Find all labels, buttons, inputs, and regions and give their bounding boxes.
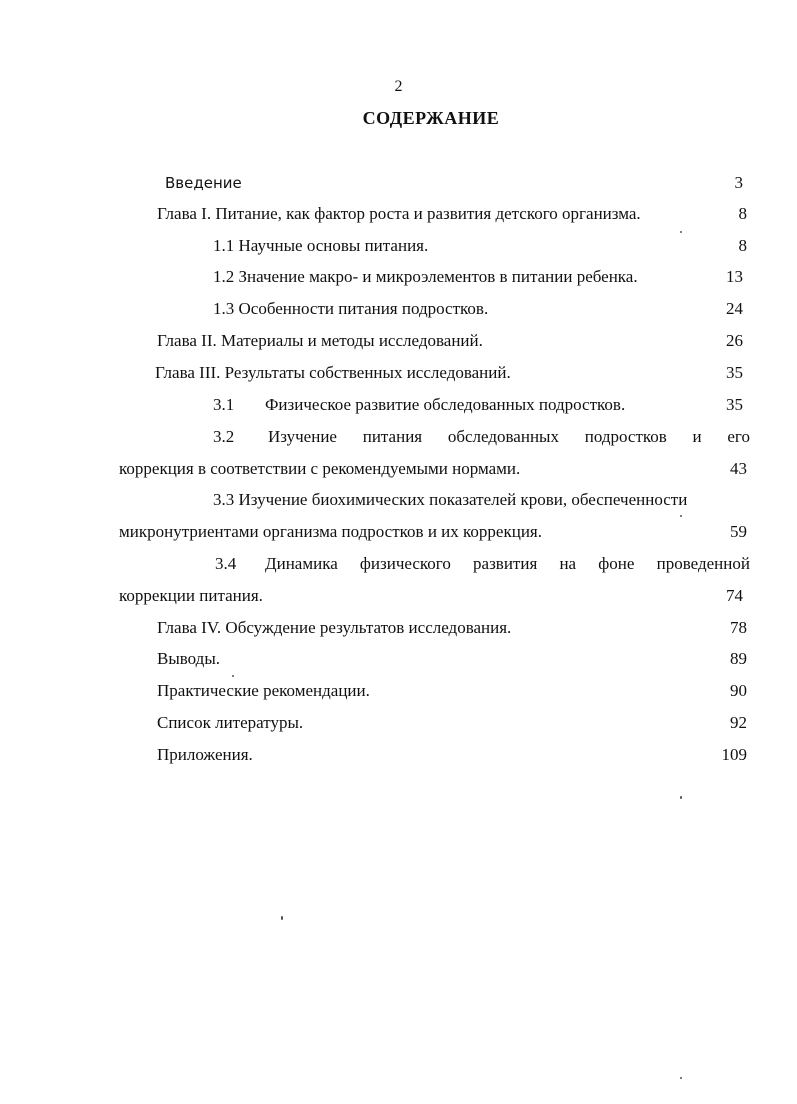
page-title: СОДЕРЖАНИЕ [362,108,500,128]
toc-section-3-3-line2: микронутриентами организма подростков и их коррекция. [119,522,542,541]
toc-word: подростков [584,427,667,446]
toc-section-1-3-page: 24 [726,299,743,318]
toc-section-3-2-line1 [268,426,750,448]
toc-word: на [559,554,577,573]
toc-references-title: Список литературы. [157,713,304,732]
toc-section-1-2-title: 1.2 Значение макро- и микроэлементов в питании ребенка. [213,267,638,286]
toc-section-1-2-page: 13 [726,267,743,286]
toc-chapter-2-title: Глава II. Материалы и методы исследований. [157,331,483,350]
toc-word: Изучение [268,427,337,446]
scan-speck [680,515,682,517]
scan-speck [680,1077,682,1079]
toc-word: его [727,427,750,446]
toc-section-3-4-number: 3.4 [215,554,237,573]
toc-chapter-1-page: 8 [738,204,747,223]
toc-conclusions-page: 89 [730,649,747,668]
toc-section-3-2-line2: коррекция в соответствии с рекомендуемыми нормами. [119,459,521,478]
toc-word: питания [362,427,423,446]
scan-speck [232,675,234,677]
toc-section-3-1-title: Физическое развитие обследованных подростков. [265,395,626,414]
toc-recommendations-page: 90 [730,681,747,700]
toc-chapter-3-title: Глава III. Результаты собственных исследований. [155,363,511,382]
toc-section-1-3-title: 1.3 Особенности питания подростков. [213,299,489,318]
scan-speck [281,916,283,920]
toc-word: развития [473,554,538,573]
toc-chapter-1-title: Глава I. Питание, как фактор роста и развития детского организма. [157,204,641,223]
toc-conclusions-title: Выводы. [157,649,221,668]
toc-word: Динамика [265,554,338,573]
toc-section-3-1-number: 3.1 [213,395,235,414]
toc-section-3-4-line2: коррекции питания. [119,586,263,605]
scan-speck [680,231,682,233]
toc-intro-page: 3 [734,173,743,192]
toc-chapter-3-page: 35 [726,363,743,382]
toc-recommendations-title: Практические рекомендации. [157,681,370,700]
toc-section-3-4-page: 74 [726,586,743,605]
toc-chapter-4-page: 78 [730,618,747,637]
toc-references-page: 92 [730,713,747,732]
toc-section-1-1-title: 1.1 Научные основы питания. [213,236,429,255]
toc-word: обследованных [447,427,559,446]
page-number: 2 [394,78,403,95]
toc-section-3-2-page: 43 [730,459,747,478]
toc-section-3-3-page: 59 [730,522,747,541]
toc-section-3-3-line1: 3.3 Изучение биохимических показателей крови, обеспеченности [213,490,688,509]
toc-section-3-1-page: 35 [726,395,743,414]
toc-section-1-1-page: 8 [738,236,747,255]
toc-section-3-2-number: 3.2 [213,427,235,446]
toc-appendices-page: 109 [721,745,747,764]
toc-word: фоне [598,554,635,573]
toc-chapter-2-page: 26 [726,331,743,350]
toc-section-3-4-line1 [265,553,750,575]
toc-word: проведенной [656,554,750,573]
toc-word: и [692,427,702,446]
toc-appendices-title: Приложения. [157,745,253,764]
toc-intro-title: Введение [165,174,242,192]
toc-chapter-4-title: Глава IV. Обсуждение результатов исследования. [157,618,512,637]
scan-speck [680,796,682,799]
toc-word: физического [359,554,451,573]
